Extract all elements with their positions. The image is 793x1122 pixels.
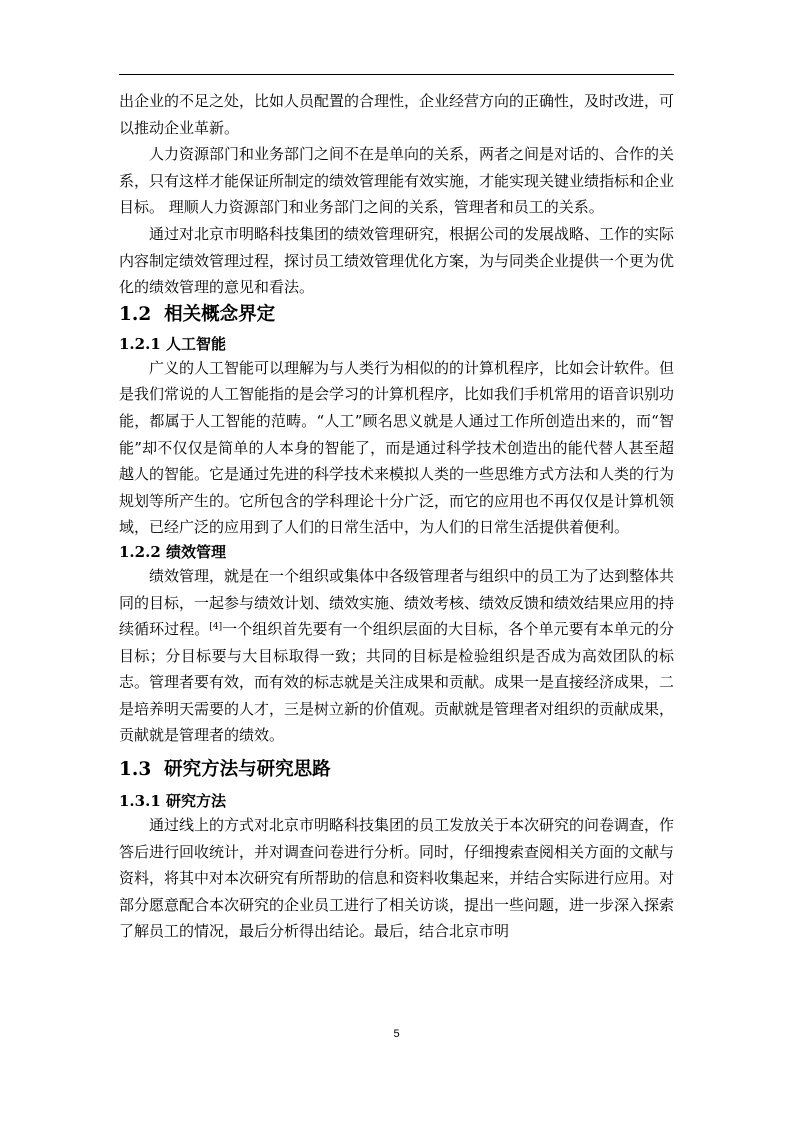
page-content — [119, 88, 674, 945]
section-title: 相关概念界定 — [164, 303, 276, 325]
subsection-title: 人工智能 — [166, 334, 227, 353]
paragraph: 人力资源部门和业务部门之间不在是单向的关系，两者之间是对话的、合作的关系，只有这样才能保证所制定的绩效管理能有效实施，才能实现关键业绩指标和企业目标。 理顺人力资源部门和业务部门之间的关系，管理者和员工的关系。 — [119, 145, 675, 217]
section-number: 1.3 — [119, 759, 152, 781]
paragraph: 出企业的不足之处，比如人员配置的合理性，企业经营方向的正确性，及时改进，可以推动企业革新。 — [119, 92, 675, 137]
paragraph-text: 绩效管理，就是在一个组织或集体中各级管理者与组织中的员工为了达到整体共同的目标，一起参与绩效计划、绩效实施、绩效考核、绩效反馈和绩效结果应用的持续循环过程。 — [119, 566, 675, 639]
section-heading-1-2 — [119, 303, 674, 327]
page-number: 5 — [393, 1028, 400, 1040]
subsection-heading-1-2-2 — [119, 541, 674, 563]
paragraph: 通过对北京市明略科技集团的绩效管理研究，根据公司的发展战略、工作的实际内容制定绩效管理过程，探讨员工绩效管理优化方案，为与同类企业提供一个更为优化的绩效管理的意见和看法。 — [119, 224, 675, 297]
paragraph: 广义的人工智能可以理解为与人类行为相似的的计算机程序，比如会计软件。但是我们常说的人工智能指的是会学习的计算机程序，比如我们手机常用的语音识别功能，都属于人工智能的范畴。“人工”顾名思义就是人通过工作所创造出来的，而“智能”却不仅仅是简单的人本身的智能了，而是通过科学技术创造出的能代替人甚至超越人的智能。它是通过先进的科学技术来模拟人类的一些思维方式方法和人类的行为规划等所产生的。它所包含的学科理论十分广泛，而它的应用也不再仅仅是计算机领域，已经广泛的应用到了人们的日常生活中，为人们的日常生活提供着便利。 — [119, 358, 675, 537]
subsection-heading-1-2-1 — [119, 333, 674, 355]
subsection-title: 研究方法 — [166, 792, 227, 811]
section-title: 研究方法与研究思路 — [164, 759, 331, 781]
subsection-number: 1.3.1 — [119, 792, 161, 811]
section-heading-1-3 — [119, 758, 674, 782]
section-number: 1.2 — [119, 303, 152, 325]
paragraph — [119, 563, 674, 749]
subsection-number: 1.2.1 — [119, 334, 161, 353]
subsection-heading-1-3-1 — [119, 790, 674, 812]
citation-reference: [4] — [209, 622, 223, 633]
subsection-number: 1.2.2 — [119, 542, 161, 561]
paragraph-text: 一个组织首先要有一个组织层面的大目标，各个单元要有本单元的分目标；分目标要与大目标取得一致；共同的目标是检验组织是否成为高效团队的标志。管理者要有效，而有效的标志就是关注成果和贡献。成果一是直接经济成果，二是培养明天需要的人才，三是树立新的价值观。贡献就是管理者对组织的贡献成果，贡献就是管理者的绩效。 — [119, 620, 675, 745]
header-rule — [119, 74, 674, 75]
paragraph: 通过线上的方式对北京市明略科技集团的员工发放关于本次研究的问卷调查，作答后进行回收统计，并对调查问卷进行分析。同时，仔细搜索查阅相关方面的文献与资料，将其中对本次研究有所帮助的信息和资料收集起来，并结合实际进行应用。对部分愿意配合本次研究的企业员工进行了相关访谈，提出一些问题，进一步深入探索了解员工的情况，最后分析得出结论。最后，结合北京市明 — [119, 816, 675, 941]
subsection-title: 绩效管理 — [166, 542, 227, 561]
